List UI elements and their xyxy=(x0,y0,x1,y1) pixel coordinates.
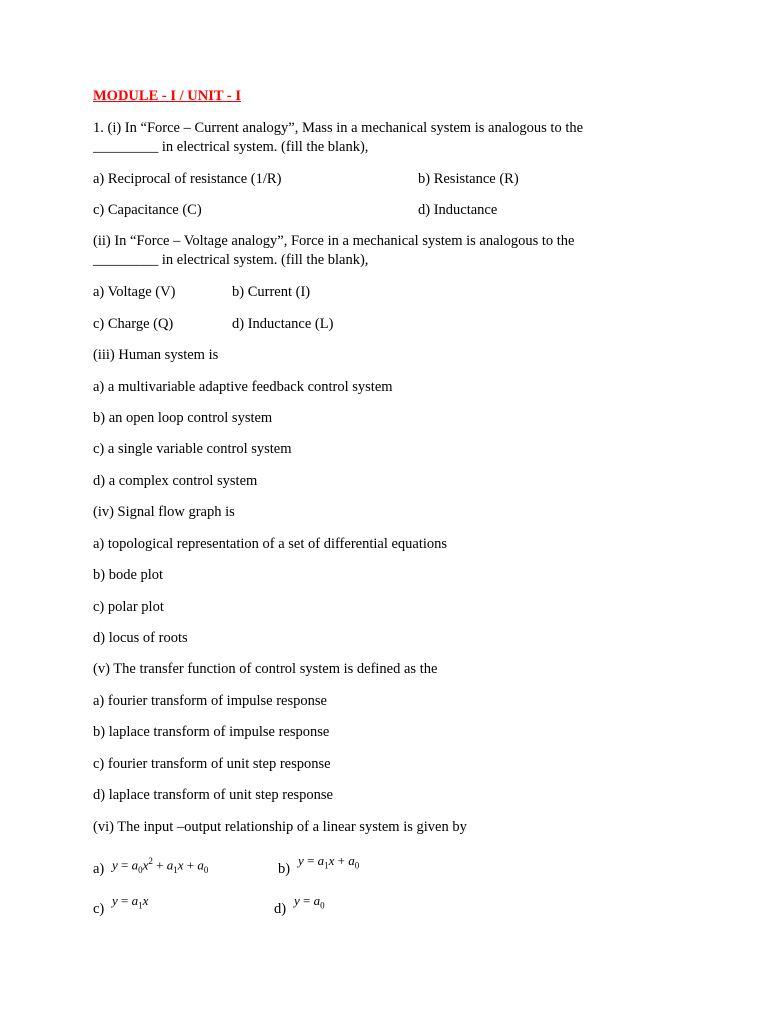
option-1-vi-c-label: c) xyxy=(93,901,105,917)
question-1-ii-line-2: _________ in electrical system. (fill the blank), xyxy=(93,252,369,268)
option-1-ii-b: b) Current (I) xyxy=(232,284,311,300)
question-1-iii: (iii) Human system is xyxy=(93,347,219,363)
option-1-iv-b: b) bode plot xyxy=(93,567,164,583)
option-1-iii-a: a) a multivariable adaptive feedback control system xyxy=(93,379,393,395)
option-1-i-c: c) Capacitance (C) xyxy=(93,202,202,218)
option-1-ii-d: d) Inductance (L) xyxy=(232,316,334,332)
option-1-v-c: c) fourier transform of unit step response xyxy=(93,756,331,772)
option-1-iv-c: c) polar plot xyxy=(93,599,164,615)
option-1-iii-d: d) a complex control system xyxy=(93,473,258,489)
option-1-i-a: a) Reciprocal of resistance (1/R) xyxy=(93,171,282,187)
option-1-v-d: d) laplace transform of unit step response xyxy=(93,787,333,803)
option-1-vi-d-label: d) xyxy=(274,901,287,917)
question-1-iv: (iv) Signal flow graph is xyxy=(93,504,235,520)
option-1-v-a: a) fourier transform of impulse response xyxy=(93,693,327,709)
option-1-iii-b: b) an open loop control system xyxy=(93,410,273,426)
equation-option-c: $y = a_1x$ xyxy=(112,893,149,911)
equation-option-a: $y = a_0x^2 + a_1x + a_0$ xyxy=(112,856,209,875)
equation-option-b: $y = a_1x + a_0$ xyxy=(298,853,360,871)
option-1-i-b: b) Resistance (R) xyxy=(418,171,519,187)
option-1-iv-a: a) topological representation of a set of differential equations xyxy=(93,536,448,552)
equation-option-d: $y = a_0$ xyxy=(294,893,325,911)
option-1-iii-c: c) a single variable control system xyxy=(93,441,292,457)
module-title: MODULE - I / UNIT - I xyxy=(93,88,241,104)
option-1-ii-c: c) Charge (Q) xyxy=(93,316,174,332)
option-1-ii-a: a) Voltage (V) xyxy=(93,284,176,300)
option-1-i-d: d) Inductance xyxy=(418,202,498,218)
question-1-vi: (vi) The input –output relationship of a linear system is given by xyxy=(93,819,467,835)
question-1-v: (v) The transfer function of control system is defined as the xyxy=(93,661,438,677)
option-1-iv-d: d) locus of roots xyxy=(93,630,188,646)
question-1-i-line-1: 1. (i) In “Force – Current analogy”, Mass in a mechanical system is analogous to the xyxy=(93,120,584,136)
option-1-vi-b-label: b) xyxy=(278,861,291,877)
option-1-v-b: b) laplace transform of impulse response xyxy=(93,724,330,740)
question-1-ii-line-1: (ii) In “Force – Voltage analogy”, Force in a mechanical system is analogous to the xyxy=(93,233,575,249)
question-1-i-line-2: _________ in electrical system. (fill the blank), xyxy=(93,139,369,155)
option-1-vi-a-label: a) xyxy=(93,861,105,877)
